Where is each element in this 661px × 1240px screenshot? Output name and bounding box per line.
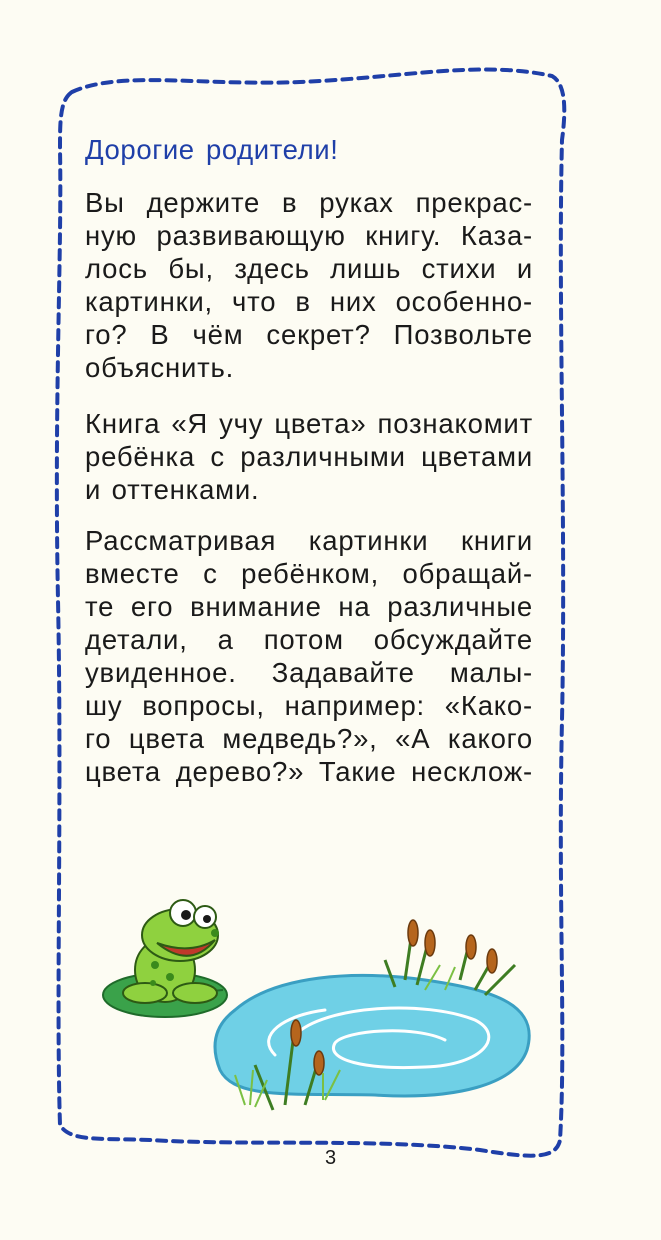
- frog-and-pond-illustration: [95, 895, 545, 1125]
- text-line: Рассматривая картинки книги: [85, 525, 533, 556]
- page-number: 3: [324, 1147, 337, 1169]
- text-line: объяснить.: [85, 352, 235, 383]
- pond-icon: [215, 975, 529, 1095]
- text-line: и оттенками.: [85, 474, 260, 505]
- text-line: го цвета медведь?», «А какого: [85, 723, 533, 754]
- text-line: те его внимание на различные: [85, 591, 533, 622]
- text-line: цвета дерево?» Такие несклож-: [85, 756, 533, 787]
- greeting-heading: Дорогие родители!: [85, 134, 339, 165]
- text-line: картинки, что в них особенно-: [85, 286, 533, 317]
- text-line: лось бы, здесь лишь стихи и: [85, 253, 533, 284]
- text-line: го? В чём секрет? Позвольте: [85, 319, 533, 350]
- text-line: ребёнка с различными цветами: [85, 441, 533, 472]
- text-line: Вы держите в руках прекрас-: [85, 187, 533, 218]
- text-line: шу вопросы, например: «Како-: [85, 690, 533, 721]
- paragraph-intro: [85, 186, 533, 384]
- text-line: детали, а потом обсуждайте: [85, 624, 533, 655]
- frog-icon: [123, 900, 219, 1003]
- text-line: увиденное. Задавайте малы-: [85, 657, 533, 688]
- text-line: Книга «Я учу цвета» познакомит: [85, 408, 533, 439]
- paragraph-book-colors: [85, 407, 533, 506]
- text-line: вместе с ребёнком, обращай-: [85, 558, 533, 589]
- paragraph-advice: [85, 524, 533, 788]
- text-line: ную развивающую книгу. Каза-: [85, 220, 533, 251]
